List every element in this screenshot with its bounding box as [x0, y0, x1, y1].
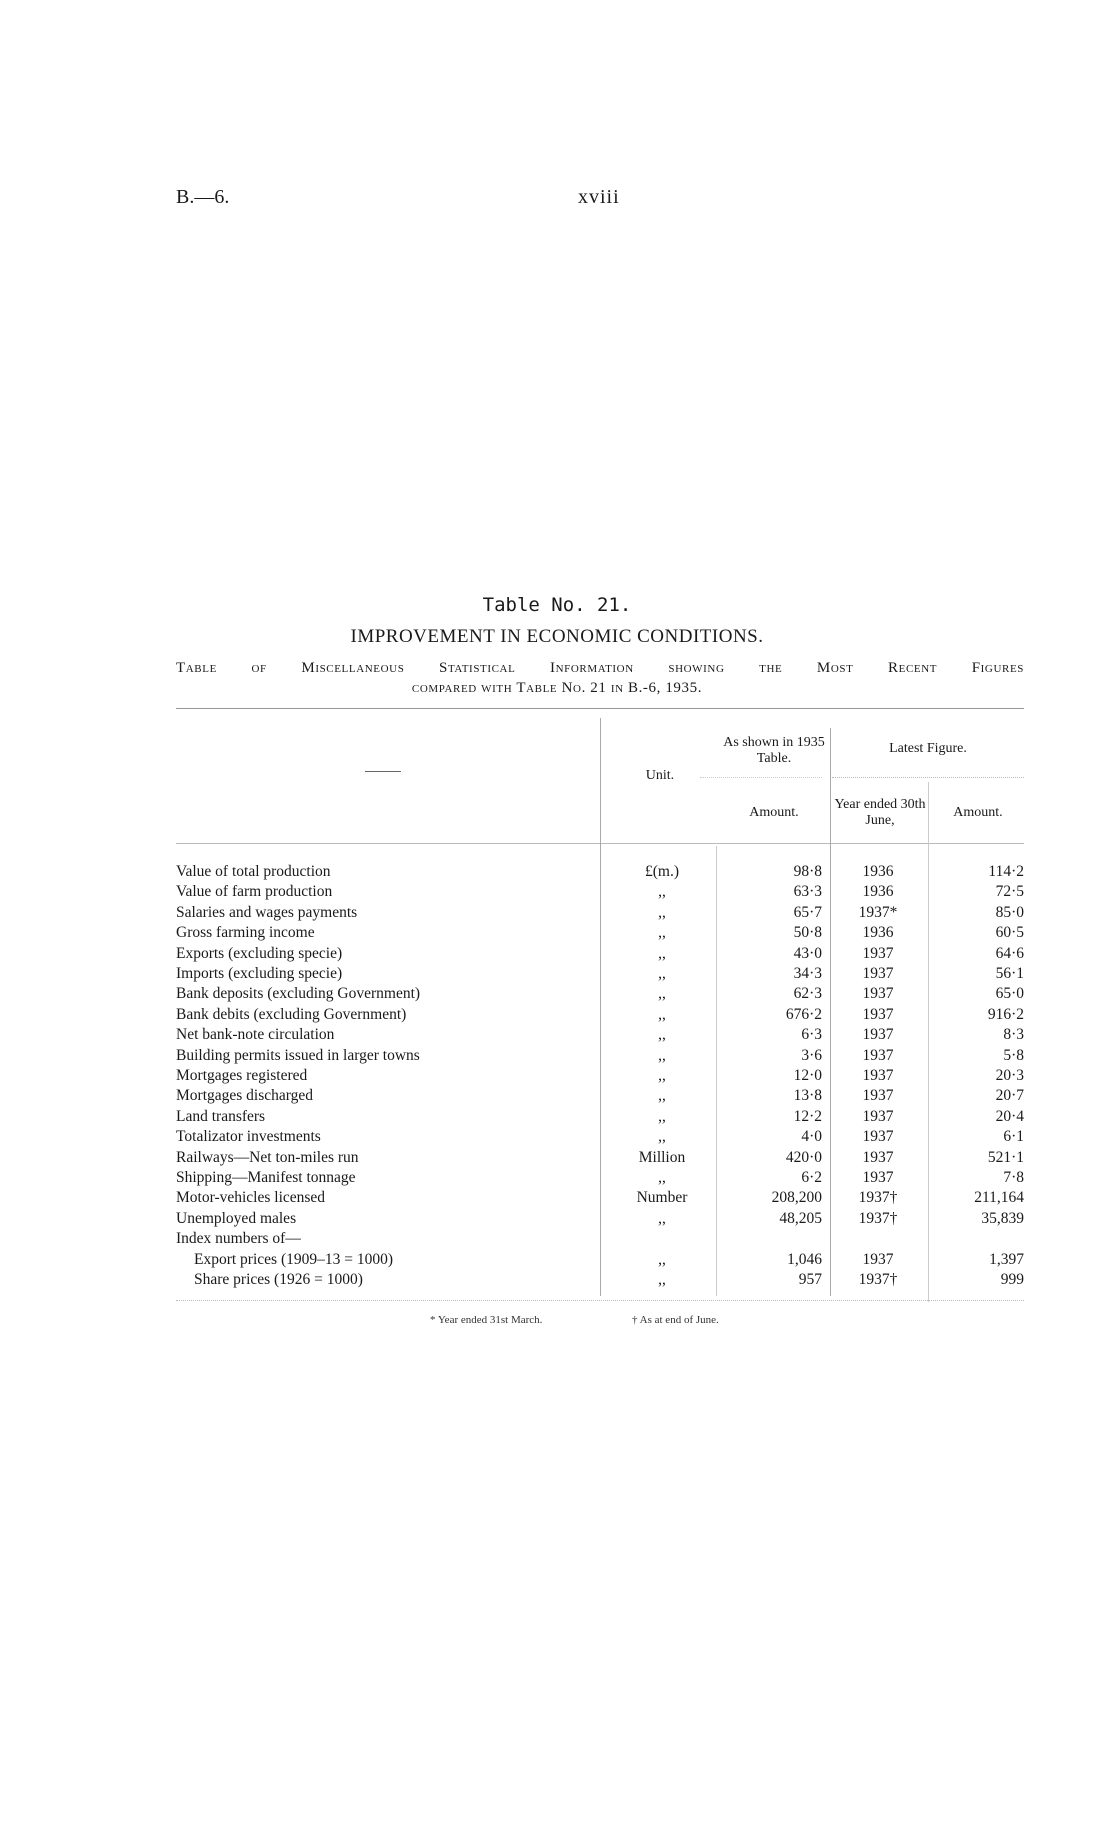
row-amount-1935: 12·2 [793, 1108, 822, 1125]
header-blank-dash [365, 771, 401, 772]
row-amount-1935: 6·2 [801, 1169, 822, 1186]
row-year: 1937 [862, 1128, 894, 1145]
table-row [176, 862, 1024, 882]
row-unit: ,, [658, 1271, 666, 1288]
table-row [176, 964, 1024, 984]
row-amount-1935: 48,205 [779, 1210, 822, 1227]
table-row [176, 1127, 1024, 1147]
row-unit: ,, [658, 945, 666, 962]
row-unit: ,, [658, 1087, 666, 1104]
row-unit: Number [636, 1189, 688, 1206]
row-latest-amount: 114·2 [988, 863, 1024, 880]
row-unit: ,, [658, 1047, 666, 1064]
row-year: 1937 [862, 1067, 894, 1084]
row-year: 1937† [858, 1189, 898, 1206]
row-amount-1935: 6·3 [801, 1026, 822, 1043]
table-row [176, 1066, 1024, 1086]
row-label: Bank deposits (excluding Government) [176, 985, 421, 1002]
row-year: 1937* [858, 904, 898, 921]
row-year: 1937† [858, 1210, 898, 1227]
table-number: Table No. 21. [482, 594, 632, 616]
table-row [176, 1229, 1024, 1249]
table-subtitle-line2: compared with Table No. 21 in B.-6, 1935. [411, 680, 703, 696]
row-unit: ,, [658, 924, 666, 941]
row-amount-1935: 43·0 [793, 945, 822, 962]
row-amount-1935: 50·8 [793, 924, 822, 941]
row-year: 1937 [862, 1026, 894, 1043]
table-row [176, 1188, 1024, 1208]
row-latest-amount: 521·1 [987, 1149, 1024, 1166]
header-latest-amount: Amount. [953, 805, 1003, 820]
row-year: 1937† [858, 1271, 898, 1288]
row-label: Net bank-note circulation [176, 1026, 335, 1043]
row-label: Railways—Net ton-miles run [176, 1149, 359, 1166]
row-label: Totalizator investments [176, 1128, 321, 1145]
table-row [176, 1046, 1024, 1066]
row-latest-amount: 60·5 [995, 924, 1024, 941]
row-amount-1935: 63·3 [793, 883, 822, 900]
row-unit: ,, [658, 904, 666, 921]
row-label: Motor-vehicles licensed [176, 1189, 326, 1206]
row-latest-amount: 20·7 [995, 1087, 1024, 1104]
row-label: Share prices (1926 = 1000) [194, 1271, 363, 1288]
header-unit: Unit. [645, 768, 675, 783]
table-row [176, 1005, 1024, 1025]
row-unit: ,, [658, 883, 666, 900]
row-latest-amount: 7·8 [1003, 1169, 1024, 1186]
table-row [176, 1086, 1024, 1106]
row-unit: £(m.) [644, 863, 679, 880]
table-row [176, 984, 1024, 1004]
row-unit: ,, [658, 1169, 666, 1186]
row-latest-amount: 20·4 [995, 1108, 1024, 1125]
row-label: Mortgages registered [176, 1067, 308, 1084]
row-latest-amount: 35,839 [981, 1210, 1024, 1227]
row-unit: ,, [658, 1006, 666, 1023]
row-latest-amount: 65·0 [995, 985, 1024, 1002]
row-year: 1937 [862, 985, 894, 1002]
row-year: 1937 [862, 1006, 894, 1023]
header-amount-1935: Amount. [749, 805, 799, 820]
table-row [176, 1250, 1024, 1270]
row-latest-amount: 211,164 [974, 1189, 1024, 1206]
row-unit: Million [638, 1149, 686, 1166]
row-label: Shipping—Manifest tonnage [176, 1169, 356, 1186]
row-label: Unemployed males [176, 1210, 297, 1227]
row-latest-amount: 6·1 [1003, 1128, 1024, 1145]
row-latest-amount: 85·0 [995, 904, 1024, 921]
table-row [176, 1107, 1024, 1127]
table-row [176, 1209, 1024, 1229]
row-latest-amount: 56·1 [995, 965, 1024, 982]
row-label: Building permits issued in larger towns [176, 1047, 420, 1064]
row-amount-1935: 98·8 [793, 863, 822, 880]
row-amount-1935: 957 [798, 1271, 822, 1288]
header-as-shown: As shown in 1935 Table. [723, 735, 825, 766]
table-row [176, 882, 1024, 902]
row-amount-1935: 420·0 [785, 1149, 822, 1166]
table-row [176, 1270, 1024, 1290]
row-latest-amount: 916·2 [987, 1006, 1024, 1023]
row-amount-1935: 676·2 [785, 1006, 822, 1023]
row-amount-1935: 12·0 [793, 1067, 822, 1084]
row-year: 1937 [862, 1251, 894, 1268]
row-unit: ,, [658, 985, 666, 1002]
row-year: 1937 [862, 1149, 894, 1166]
row-unit: ,, [658, 1251, 666, 1268]
row-latest-amount: 999 [1000, 1271, 1024, 1288]
rule-amount-split [700, 777, 822, 778]
table-title: IMPROVEMENT IN ECONOMIC CONDITIONS. [350, 626, 764, 647]
row-label: Value of farm production [176, 883, 333, 900]
row-unit: ,, [658, 1108, 666, 1125]
row-label: Mortgages discharged [176, 1087, 314, 1104]
row-amount-1935: 62·3 [793, 985, 822, 1002]
footnote-star: * Year ended 31st March. [430, 1314, 543, 1326]
header-year-ended: Year ended 30th June, [834, 797, 926, 828]
table-row [176, 1148, 1024, 1168]
row-year: 1937 [862, 1087, 894, 1104]
row-year: 1937 [862, 945, 894, 962]
row-label: Gross farming income [176, 924, 315, 941]
rule-bottom [176, 1300, 1024, 1301]
row-year: 1937 [862, 1047, 894, 1064]
row-year: 1936 [862, 883, 894, 900]
page-reference: B.—6. [176, 186, 230, 208]
row-label: Index numbers of— [176, 1230, 301, 1247]
row-unit: ,, [658, 965, 666, 982]
row-unit: ,, [658, 1210, 666, 1227]
row-amount-1935: 65·7 [793, 904, 822, 921]
row-latest-amount: 64·6 [995, 945, 1024, 962]
row-amount-1935: 1,046 [787, 1251, 822, 1268]
row-label: Exports (excluding specie) [176, 945, 343, 962]
row-amount-1935: 208,200 [771, 1189, 822, 1206]
footnote-dagger: † As at end of June. [632, 1314, 719, 1326]
row-label: Value of total production [176, 863, 331, 880]
row-year: 1937 [862, 965, 894, 982]
row-amount-1935: 13·8 [793, 1087, 822, 1104]
row-unit: ,, [658, 1026, 666, 1043]
row-amount-1935: 34·3 [793, 965, 822, 982]
row-latest-amount: 20·3 [995, 1067, 1024, 1084]
rule-top [176, 708, 1024, 709]
rule-latest-split [832, 777, 1024, 778]
row-latest-amount: 5·8 [1003, 1047, 1024, 1064]
page-number: xviii [578, 186, 620, 208]
header-latest: Latest Figure. [889, 741, 967, 756]
table-row [176, 1168, 1024, 1188]
table-row [176, 923, 1024, 943]
row-year: 1936 [862, 924, 894, 941]
row-label: Export prices (1909–13 = 1000) [194, 1251, 394, 1268]
row-label: Imports (excluding specie) [176, 965, 343, 982]
row-year: 1936 [862, 863, 894, 880]
row-label: Land transfers [176, 1108, 266, 1125]
row-latest-amount: 1,397 [989, 1251, 1024, 1268]
table-subtitle-line1: Table of Miscellaneous Statistical Information showing the Most Recent Figures [176, 660, 1024, 676]
row-unit: ,, [658, 1067, 666, 1084]
row-unit: ,, [658, 1128, 666, 1145]
row-year: 1937 [862, 1169, 894, 1186]
row-label: Salaries and wages payments [176, 904, 358, 921]
row-amount-1935: 4·0 [801, 1128, 822, 1145]
row-latest-amount: 8·3 [1003, 1026, 1024, 1043]
row-label: Bank debits (excluding Government) [176, 1006, 407, 1023]
row-latest-amount: 72·5 [995, 883, 1024, 900]
row-amount-1935: 3·6 [801, 1047, 822, 1064]
table-row [176, 1025, 1024, 1045]
table-row [176, 944, 1024, 964]
row-year: 1937 [862, 1108, 894, 1125]
table-row [176, 903, 1024, 923]
